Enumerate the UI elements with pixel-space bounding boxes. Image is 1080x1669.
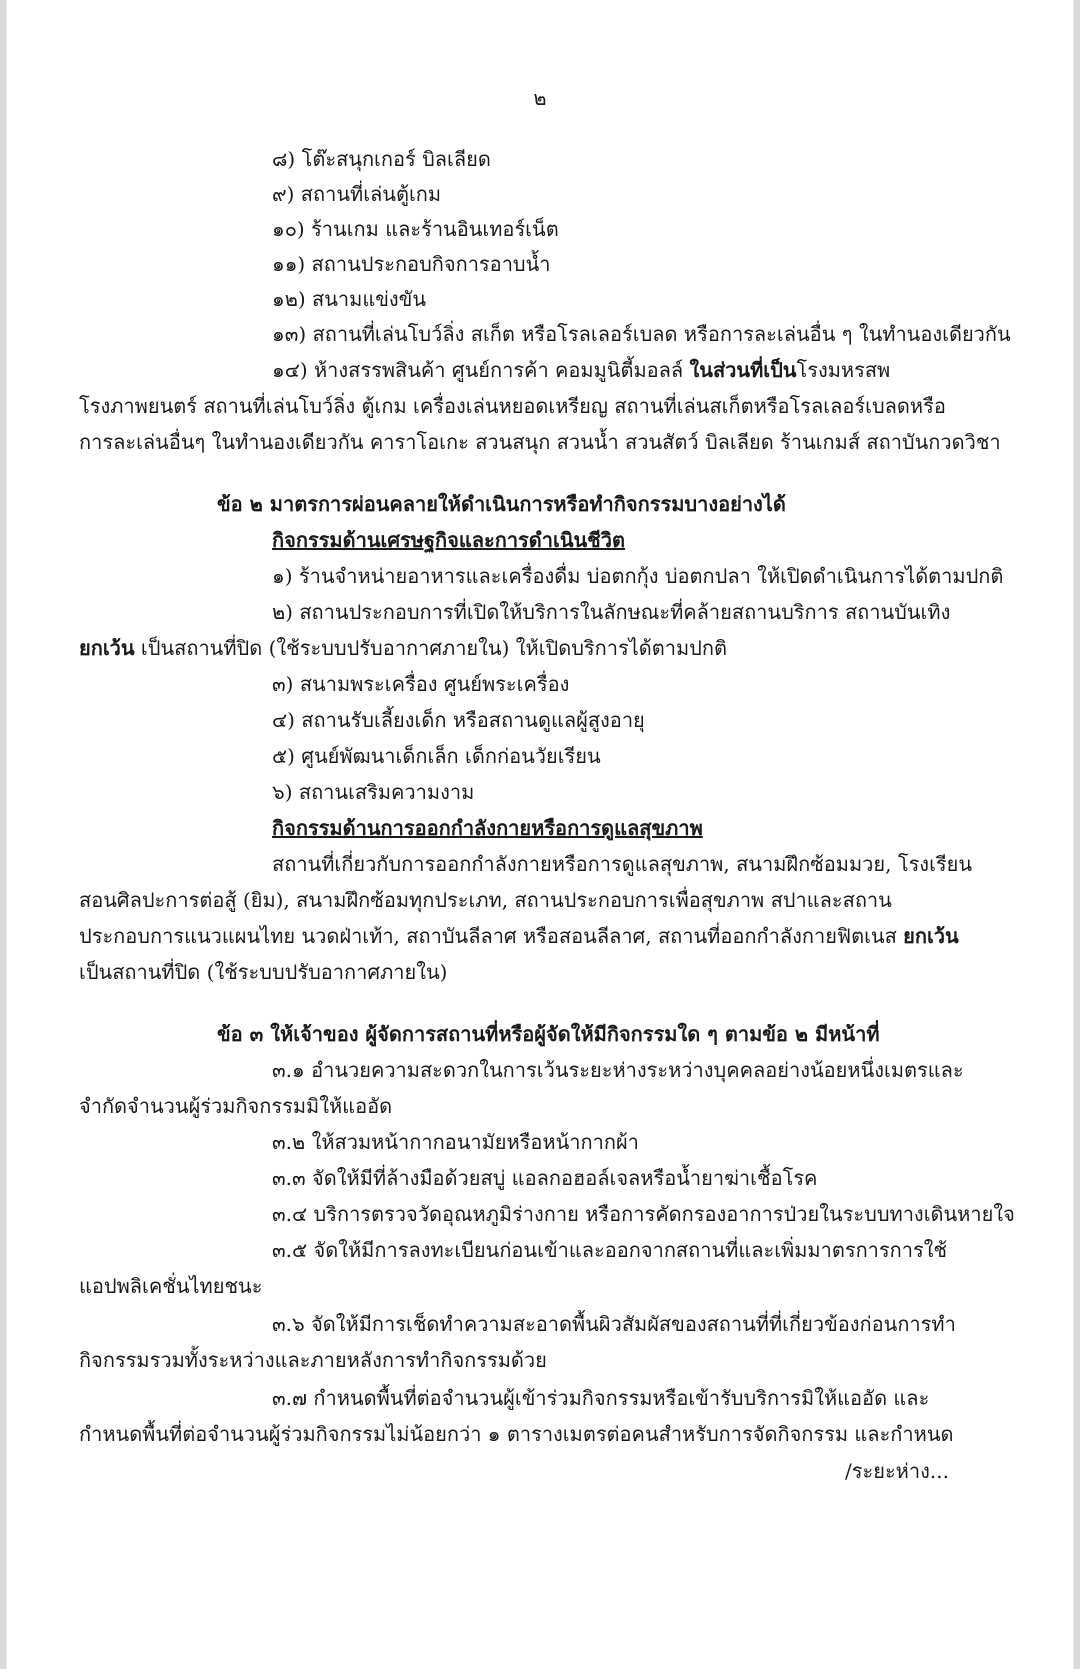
clause-2-item-2-line2-text: เป็นสถานที่ปิด (ใช้ระบบปรับอากาศภายใน) ให้เปิดบริการได้ตามปกติ — [134, 636, 727, 660]
clause-2-item-6: ๖) สถานเสริมความงาม — [272, 780, 475, 804]
list-item-13: ๑๓) สถานที่เล่นโบว์ลิ่ง สเก็ต หรือโรลเลอร์เบลด หรือการละเล่นอื่น ๆ ในทำนองเดียวกัน — [272, 322, 1011, 346]
list-item-14 — [272, 356, 890, 384]
list-item-11: ๑๑) สถานประกอบกิจการอาบน้ำ — [272, 252, 551, 276]
clause-2-item-1: ๑) ร้านจำหน่ายอาหารและเครื่องดื่ม บ่อตกกุ้ง บ่อตกปลา ให้เปิดดำเนินการได้ตามปกติ — [272, 564, 1004, 588]
clause-3-heading: ข้อ ๓ ให้เจ้าของ ผู้จัดการสถานที่หรือผู้จัดให้มีกิจกรรมใด ๆ ตามข้อ ๒ มีหน้าที่ — [217, 1022, 880, 1046]
clause-3-7-line2: กำหนดพื้นที่ต่อจำนวนผู้ร่วมกิจกรรมไม่น้อยกว่า ๑ ตารางเมตรต่อคนสำหรับการจัดกิจกรรม และกำหนด — [79, 1422, 954, 1446]
page-number: ๒ — [533, 86, 547, 110]
clause-3-1-line2: จำกัดจำนวนผู้ร่วมกิจกรรมมิให้แออัด — [79, 1094, 393, 1118]
list-item-9: ๙) สถานที่เล่นตู้เกม — [272, 182, 442, 206]
clause-3-5: ๓.๕ จัดให้มีการลงทะเบียนก่อนเข้าและออกจากสถานที่และเพิ่มมาตรการการใช้ — [272, 1238, 948, 1262]
clause-2-exercise-line2: สอนศิลปะการต่อสู้ (ยิม), สนามฝึกซ้อมทุกประเภท, สถานประกอบการเพื่อสุขภาพ สปาและสถาน — [79, 888, 892, 912]
list-item-14-bold: ในส่วนที่เป็น — [689, 358, 797, 382]
clause-2-exercise-line4: เป็นสถานที่ปิด (ใช้ระบบปรับอากาศภายใน) — [79, 960, 448, 984]
clause-2-subheading-exercise: กิจกรรมด้านการออกกำลังกายหรือการดูแลสุขภาพ — [272, 816, 703, 840]
clause-3-1: ๓.๑ อำนวยความสะดวกในการเว้นระยะห่างระหว่างบุคคลอย่างน้อยหนึ่งเมตรและ — [272, 1058, 964, 1082]
clause-2-exercise-line3-text: ประกอบการแนวแผนไทย นวดฝ่าเท้า, สถาบันลีลาศ หรือสอนลีลาศ, สถานที่ออกกำลังกายฟิตเนส — [79, 924, 904, 948]
clause-2-item-4: ๔) สถานรับเลี้ยงเด็ก หรือสถานดูแลผู้สูงอายุ — [272, 708, 645, 732]
clause-3-7: ๓.๗ กำหนดพื้นที่ต่อจำนวนผู้เข้าร่วมกิจกรรมหรือเข้ารับบริการมิให้แออัด และ — [272, 1386, 930, 1410]
list-item-10: ๑๐) ร้านเกม และร้านอินเทอร์เน็ต — [272, 217, 559, 241]
clause-2-exercise-line3 — [79, 922, 959, 950]
clause-3-4: ๓.๔ บริการตรวจวัดอุณหภูมิร่างกาย หรือการคัดกรองอาการป่วยในระบบทางเดินหายใจ — [272, 1202, 1015, 1226]
list-item-14-text-a: ๑๔) ห้างสรรพสินค้า ศูนย์การค้า คอมมูนิตี้มอลล์ — [272, 358, 690, 382]
list-item-8: ๘) โต๊ะสนุกเกอร์ บิลเลียด — [272, 147, 491, 171]
clause-2-exercise-bold: ยกเว้น — [903, 924, 959, 948]
list-item-14-line2: โรงภาพยนตร์ สถานที่เล่นโบว์ลิ่ง ตู้เกม เครื่องเล่นหยอดเหรียญ สถานที่เล่นสเก็ตหรือโรลเลอร์เบลดหรือ — [79, 394, 946, 418]
clause-3-3: ๓.๓ จัดให้มีที่ล้างมือด้วยสบู่ แอลกอฮอล์เจลหรือน้ำยาฆ่าเชื้อโรค — [272, 1166, 818, 1190]
list-item-14-line3: การละเล่นอื่นๆ ในทำนองเดียวกัน คาราโอเกะ สวนสนุก สวนน้ำ สวนสัตว์ บิลเลียด ร้านเกมส์ สถาบันกวดวิชา — [79, 430, 1001, 454]
list-item-12: ๑๒) สนามแข่งขัน — [272, 287, 427, 311]
clause-3-6: ๓.๖ จัดให้มีการเช็ดทำความสะอาดพื้นผิวสัมผัสของสถานที่ที่เกี่ยวข้องก่อนการทำ — [272, 1312, 956, 1336]
clause-3-2: ๓.๒ ให้สวมหน้ากากอนามัยหรือหน้ากากผ้า — [272, 1130, 639, 1154]
clause-2-exercise-line1: สถานที่เกี่ยวกับการออกกำลังกายหรือการดูแลสุขภาพ, สนามฝึกซ้อมมวย, โรงเรียน — [272, 852, 973, 876]
document-page — [6, 0, 1074, 1669]
clause-2-heading: ข้อ ๒ มาตรการผ่อนคลายให้ดำเนินการหรือทำกิจกรรมบางอย่างได้ — [217, 492, 786, 516]
clause-2-item-5: ๕) ศูนย์พัฒนาเด็กเล็ก เด็กก่อนวัยเรียน — [272, 744, 601, 768]
list-item-14-text-b: โรงมหรสพ — [796, 358, 891, 382]
clause-2-item-2-bold: ยกเว้น — [79, 636, 135, 660]
clause-2-subheading-economy: กิจกรรมด้านเศรษฐกิจและการดำเนินชีวิต — [272, 528, 625, 552]
clause-2-item-3: ๓) สนามพระเครื่อง ศูนย์พระเครื่อง — [272, 672, 570, 696]
clause-2-item-2-line2 — [79, 634, 727, 662]
clause-2-item-2: ๒) สถานประกอบการที่เปิดให้บริการในลักษณะที่คล้ายสถานบริการ สถานบันเทิง — [272, 600, 951, 624]
continuation-note: /ระยะห่าง... — [845, 1459, 949, 1483]
clause-3-6-line2: กิจกรรมรวมทั้งระหว่างและภายหลังการทำกิจกรรมด้วย — [79, 1348, 547, 1372]
clause-3-5-line2: แอปพลิเคชั่นไทยชนะ — [79, 1274, 263, 1298]
